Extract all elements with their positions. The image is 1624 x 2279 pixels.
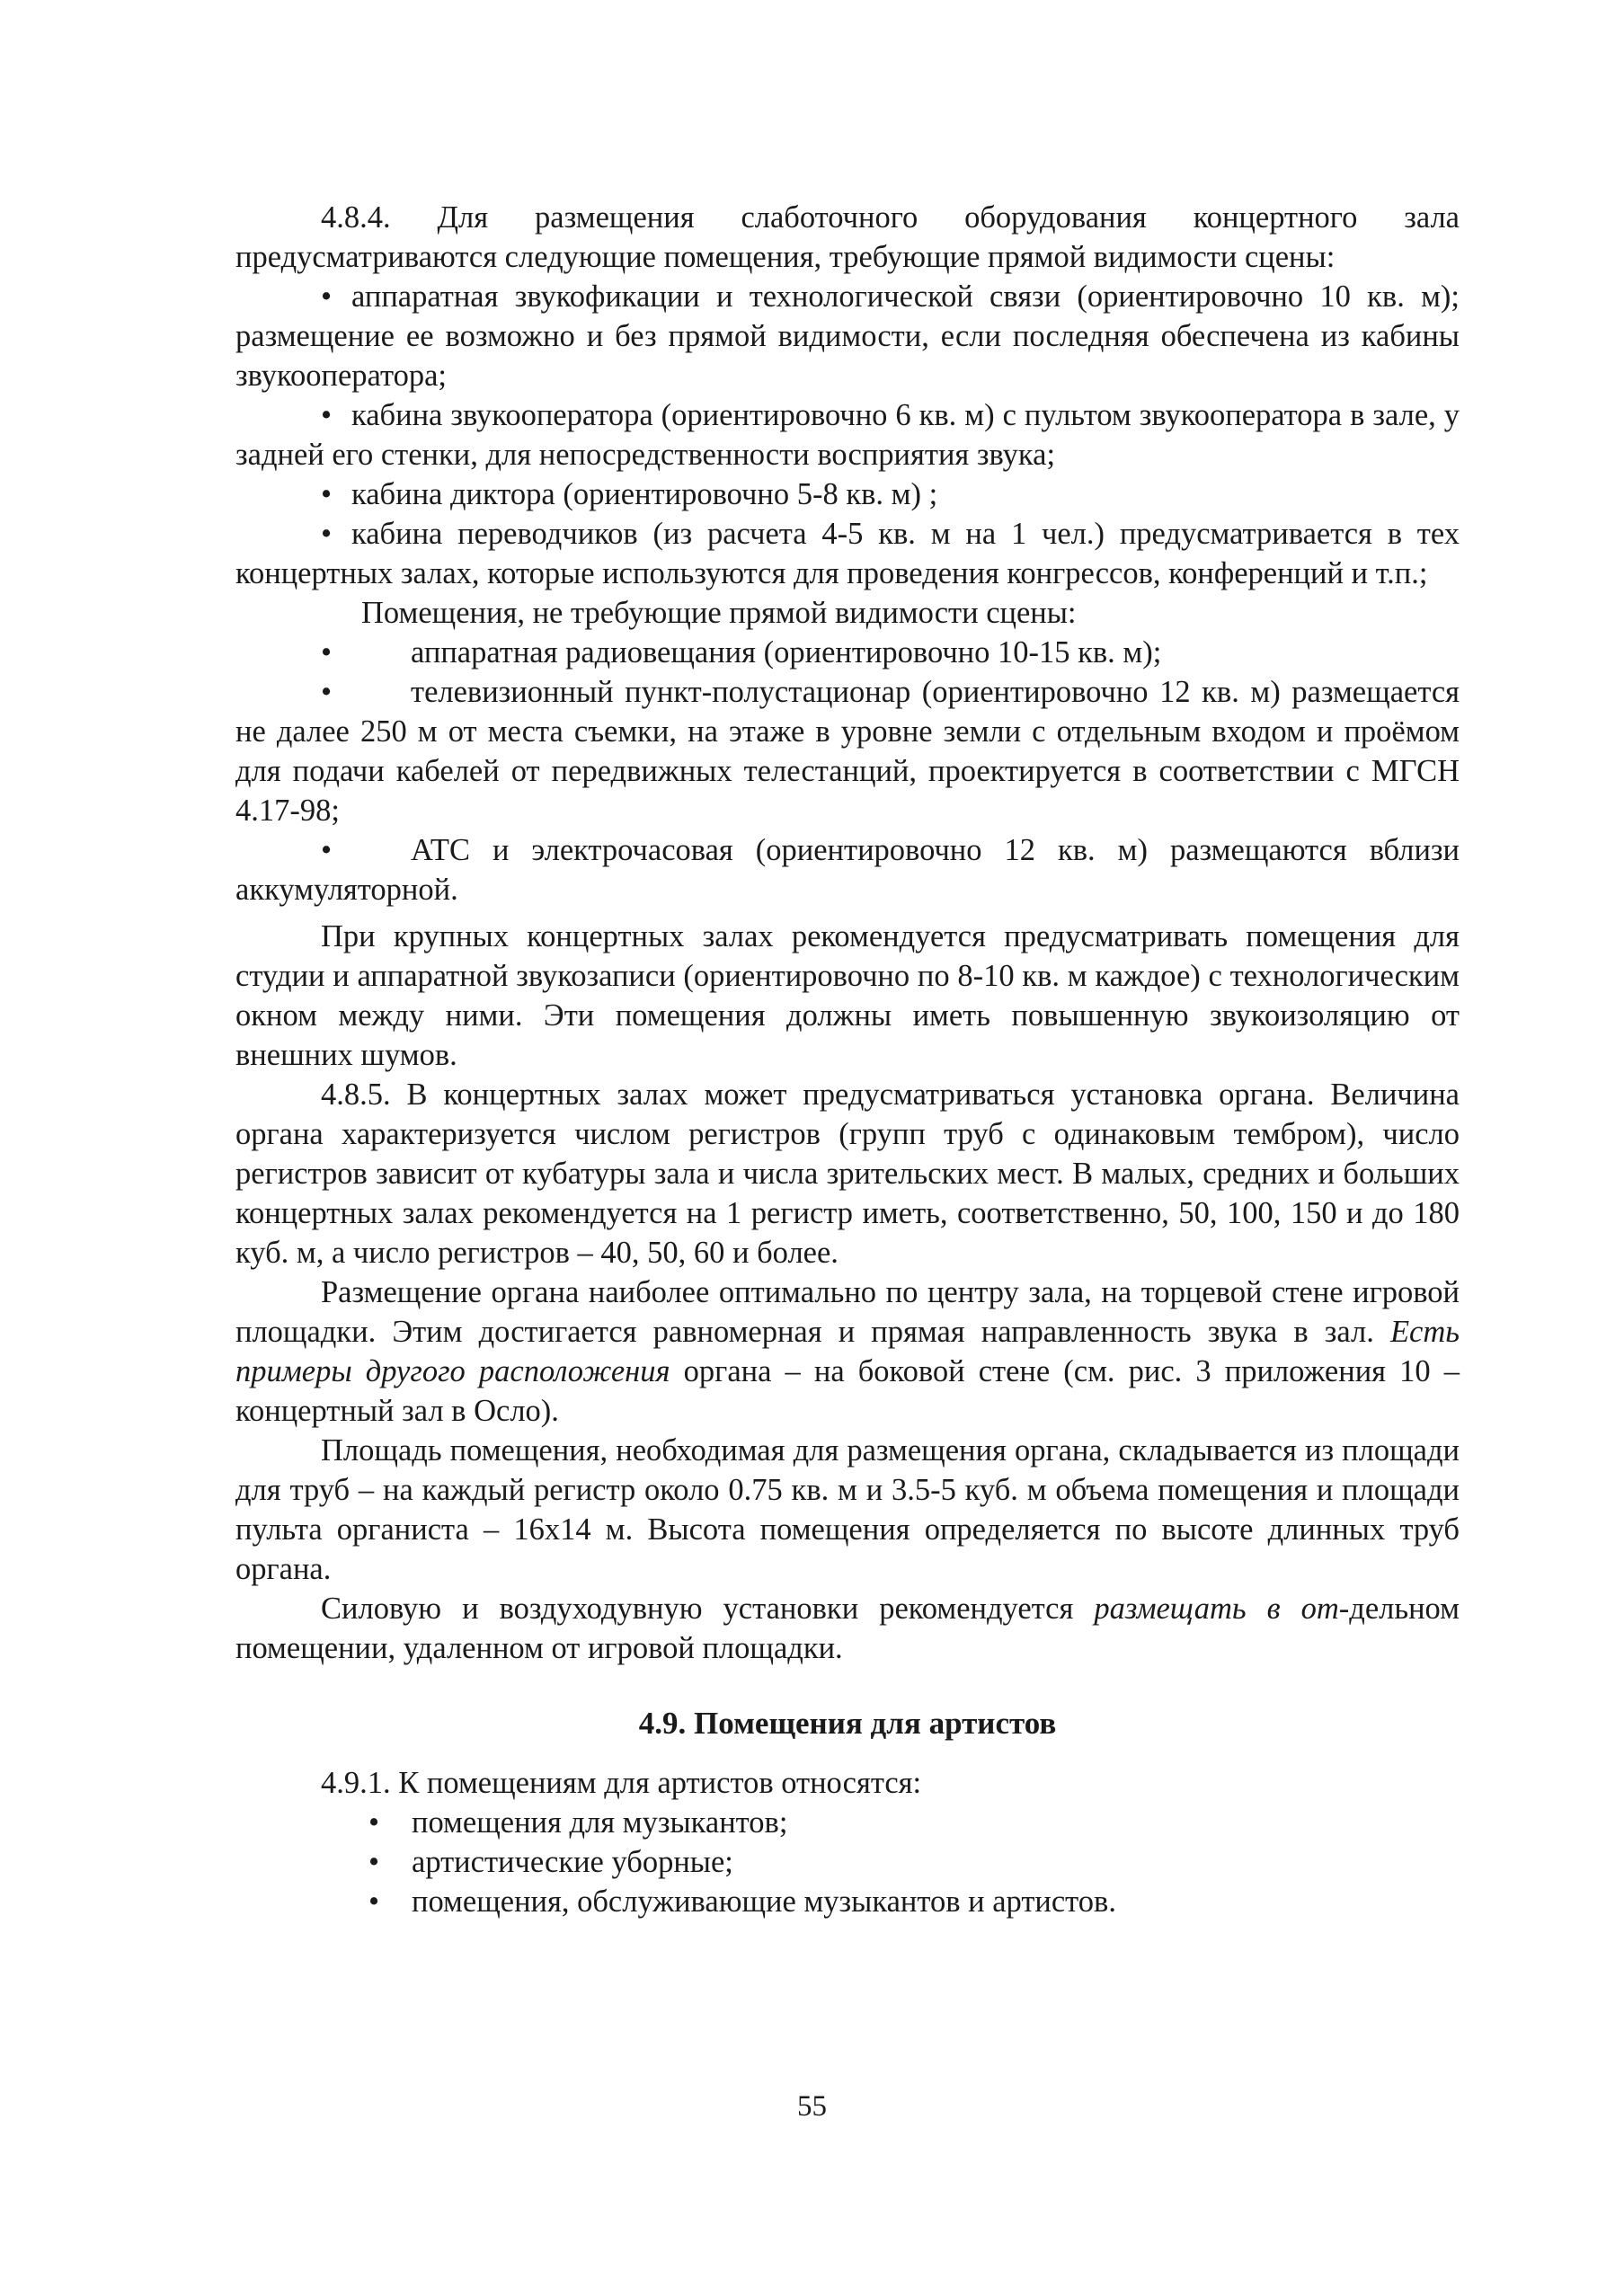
list-item-text: артистические уборные; (412, 1845, 733, 1879)
paragraph-organ-area: Площадь помещения, необходимая для размещения органа, складывается из площади для труб – на каждый регистр около 0.75 кв. м и 3.5-5 куб. м объема помещения и площади пульта органиста – 16x14 м. Высота помещения определяется по высоте длинных труб органа. (235, 1433, 1460, 1586)
paragraph-4-8-5: 4.8.5. В концертных залах может предусматриваться установка органа. Величина органа характеризуется числом регистров (групп труб с одинаковым тембром), число регистров зависит от кубатуры зала и числа зрительских мест. В малых, средних и больших концертных залах рекомендуется на 1 регистр иметь, соответственно, 50, 100, 150 и до 180 куб. м, а число регистров – 40, 50, 60 и более. (235, 1077, 1460, 1270)
list-item-text: помещения, обслуживающие музыкантов и артистов. (412, 1884, 1116, 1919)
bullet-icon: • (321, 477, 333, 511)
list-item-text: АТС и электрочасовая (ориентировочно 12 кв. м) размещаются вблизи аккумуляторной. (235, 833, 1460, 907)
paragraph-blower-installation (235, 1589, 1460, 1668)
list-item (235, 474, 1460, 514)
list-item-text: кабина звукооператора (ориентировочно 6 кв. м) с пультом звукооператора в зале, у задней его стенки, для непосредственности восприятия звука; (235, 398, 1460, 472)
list-item (235, 1803, 1460, 1842)
bullet-icon: • (321, 833, 333, 867)
no-view-heading: Помещения, не требующие прямой видимости сцены: (361, 596, 1077, 630)
bullet-icon: • (321, 279, 333, 314)
list-item (235, 1882, 1460, 1921)
page-number: 55 (797, 2090, 827, 2123)
list-item (235, 395, 1460, 474)
bullet-icon: • (321, 635, 333, 670)
list-item (235, 633, 1460, 672)
list-item-text: аппаратная звукофикации и технологической связи (ориентировочно 10 кв. м); размещение ее возможно и без прямой видимости, если последняя обеспечена из кабины звукооператора; (235, 279, 1460, 393)
text-run: органа – на боковой стене (см. рис. 3 приложения 10 – концертный зал в Осло). (235, 1354, 1460, 1428)
list-item-text: помещения для музыкантов; (412, 1805, 788, 1840)
paragraph-recording-studio: При крупных концертных залах рекомендуется предусматривать помещения для студии и аппаратной звукозаписи (ориентировочно по 8-10 кв. м каждое) с технологическим окном между ними. Эти помещения должны иметь повышенную звукоизоляцию от внешних шумов. (235, 919, 1460, 1072)
paragraph-4-9-1-intro: 4.9.1. К помещениям для артистов относятся: (321, 1766, 922, 1800)
list-item-text: кабина диктора (ориентировочно 5-8 кв. м) ; (351, 477, 938, 511)
list-item (235, 672, 1460, 830)
bullet-icon: • (321, 517, 333, 551)
bullet-icon: • (321, 675, 333, 709)
section-heading: 4.9. Помещения для артистов (638, 1706, 1057, 1741)
bullet-icon: • (368, 1805, 380, 1840)
bullet-icon: • (321, 398, 333, 432)
text-run: Размещение органа наиболее оптимально по центру зала, на торцевой стене игровой площадки. Этим достигается равномерная и прямая направленность звука в зал. (235, 1275, 1460, 1349)
emphasis-text: размещать в от- (1094, 1592, 1350, 1626)
list-item (235, 830, 1460, 909)
bullet-icon: • (368, 1884, 380, 1919)
list-item-text: телевизионный пункт-полустационар (ориентировочно 12 кв. м) размещается не далее 250 м от места съемки, на этаже в уровне земли с отдельным входом и проёмом для подачи кабелей от передвижных телестанций, проектируется в соответствии с МГСН 4.17-98; (235, 675, 1460, 828)
list-item (235, 1842, 1460, 1882)
paragraph-organ-placement (235, 1273, 1460, 1431)
list-item (235, 277, 1460, 395)
bullet-icon: • (368, 1845, 380, 1879)
page-content (235, 198, 1460, 1921)
text-run: Силовую и воздуходувную установки рекомендуется (321, 1592, 1095, 1626)
list-item (235, 514, 1460, 593)
emphasis-text: Есть примеры другого расположения (235, 1315, 1460, 1388)
list-item-text: аппаратная радиовещания (ориентировочно 10-15 кв. м); (411, 635, 1162, 670)
text-run: дельном помещении, удаленном от игровой площадки. (235, 1592, 1460, 1665)
list-item-text: кабина переводчиков (из расчета 4-5 кв. м на 1 чел.) предусматривается в тех концертных залах, которые используются для проведения конгрессов, конференций и т.п.; (235, 517, 1460, 590)
paragraph-4-8-4-intro: 4.8.4. Для размещения слаботочного оборудования концертного зала предусматриваются следующие помещения, требующие прямой видимости сцены: (235, 200, 1460, 274)
